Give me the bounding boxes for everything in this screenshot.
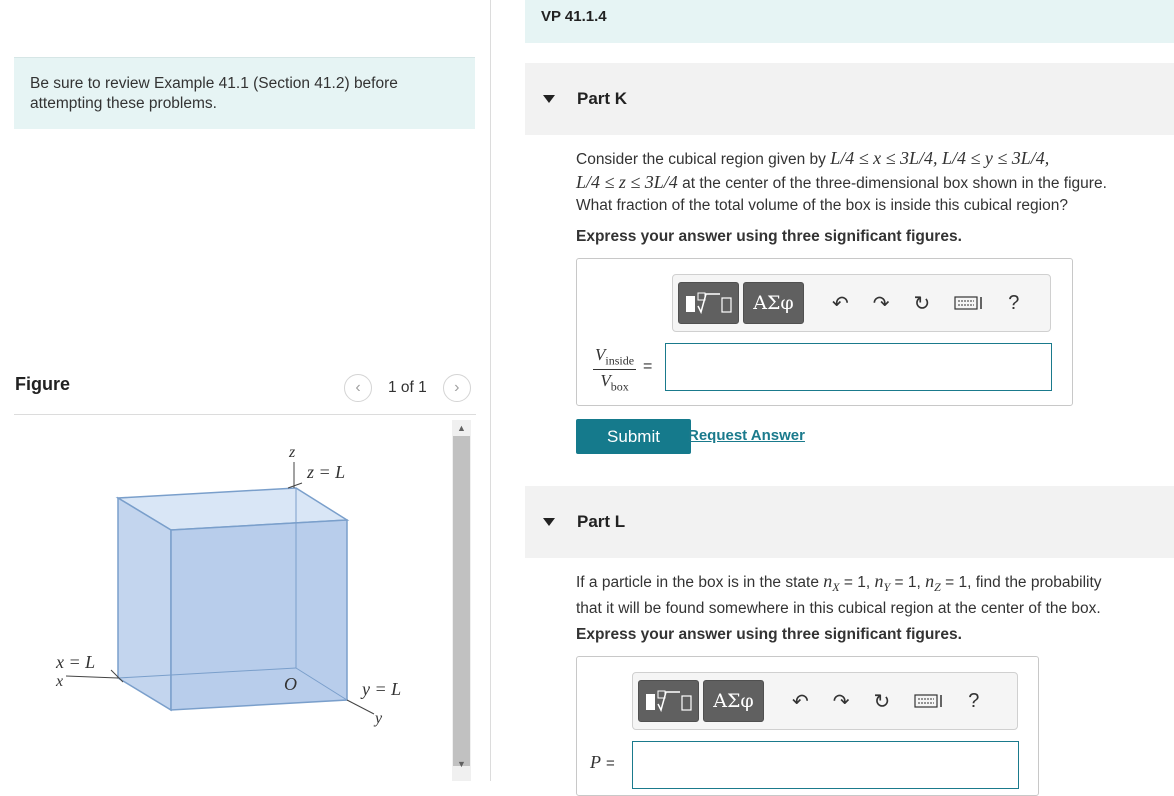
- part-l-title: Part L: [577, 512, 626, 531]
- part-k-answer-input[interactable]: [665, 343, 1052, 391]
- submit-button[interactable]: Submit: [576, 419, 691, 454]
- v-fraction-label: [593, 345, 636, 395]
- z-eq-label: z = L: [307, 462, 346, 482]
- chevron-left-icon: ‹: [355, 379, 361, 396]
- next-figure-button[interactable]: [443, 374, 471, 402]
- keyboard-icon[interactable]: [954, 295, 984, 311]
- help-button[interactable]: ?: [1008, 291, 1020, 314]
- scroll-thumb[interactable]: [453, 436, 470, 766]
- z-tick: [288, 483, 302, 488]
- part-k-instruction: Express your answer using three significant figures.: [576, 228, 962, 245]
- templates-icon: [684, 290, 734, 316]
- request-answer-link[interactable]: Request Answer: [688, 427, 805, 444]
- math-toolbar: [632, 672, 1018, 730]
- redo-icon[interactable]: ↷: [832, 690, 850, 713]
- v-symbol: V: [595, 345, 606, 364]
- nx-symbol: n: [823, 571, 833, 591]
- figure-scrollbar[interactable]: [452, 420, 471, 781]
- cube-front-face: [171, 520, 347, 710]
- reset-icon[interactable]: ↻: [873, 690, 891, 713]
- part-l-answer-input[interactable]: [632, 741, 1019, 789]
- part-k-question: [576, 147, 1174, 217]
- part-k-header[interactable]: [525, 63, 1174, 135]
- symbols-button[interactable]: ΑΣφ: [743, 282, 804, 324]
- origin-label: O: [284, 674, 297, 694]
- part-l-answer-box: [576, 656, 1039, 796]
- prev-figure-button[interactable]: [344, 374, 372, 402]
- ny-symbol: n: [874, 571, 884, 591]
- undo-icon[interactable]: ↶: [832, 292, 849, 315]
- ny-subscript: Y: [883, 580, 891, 595]
- chevron-right-icon: ›: [454, 379, 460, 396]
- figure-pager: [344, 374, 471, 402]
- templates-button[interactable]: [638, 680, 699, 722]
- fraction-denominator: [600, 370, 628, 394]
- templates-icon: [644, 688, 694, 714]
- question-text: = 1, find the probability: [940, 574, 1102, 591]
- keyboard-icon[interactable]: [914, 693, 944, 709]
- review-note: [14, 57, 475, 129]
- nz-subscript: Z: [934, 580, 941, 595]
- part-k-answer-box: [576, 258, 1073, 406]
- pager-text: 1 of 1: [388, 379, 427, 396]
- question-text: If a particle in the box is in the state: [576, 574, 824, 591]
- v-symbol: V: [600, 371, 611, 391]
- templates-button[interactable]: [678, 282, 739, 324]
- problem-header: VP 41.1.4: [525, 0, 1174, 43]
- reset-icon[interactable]: ↻: [913, 292, 931, 315]
- part-k-title: Part K: [577, 89, 628, 108]
- part-l-instruction: Express your answer using three significant figures.: [576, 626, 962, 643]
- part-l-header[interactable]: [525, 486, 1174, 558]
- math-toolbar: [672, 274, 1051, 332]
- p-label: [590, 752, 615, 773]
- equals-sign: =: [643, 358, 653, 375]
- question-text: at the center of the three-dimensional box shown in the figure.: [677, 175, 1107, 192]
- x-eq-label: x = L: [56, 652, 96, 672]
- scroll-down-arrow-icon[interactable]: ▼: [457, 759, 466, 769]
- part-l-question: [576, 570, 1174, 620]
- help-button[interactable]: ?: [968, 689, 980, 712]
- nz-symbol: n: [925, 571, 935, 591]
- question-text: What fraction of the total volume of the box is inside this cubical region?: [576, 197, 1068, 214]
- math-expression: L/4 ≤ z ≤ 3L/4: [576, 172, 678, 192]
- panel-divider: [490, 0, 491, 781]
- cube-left-face: [118, 498, 171, 710]
- symbols-button[interactable]: ΑΣφ: [703, 680, 764, 722]
- question-text: that it will be found somewhere in this cubical region at the center of the box.: [576, 600, 1101, 618]
- y-eq-label: y = L: [362, 679, 402, 699]
- v-inside-subscript: inside: [605, 353, 635, 368]
- redo-icon[interactable]: ↷: [872, 292, 890, 315]
- cube-figure: [14, 420, 450, 781]
- caret-down-icon: [543, 95, 555, 103]
- figure-title: Figure: [15, 374, 71, 394]
- fraction-numerator: [593, 345, 636, 370]
- z-axis-label: z: [289, 444, 296, 461]
- question-text: = 1,: [890, 574, 926, 591]
- p-symbol: P: [590, 752, 601, 772]
- y-axis-label: y: [375, 710, 383, 727]
- x-axis-label: x: [56, 673, 64, 690]
- undo-icon[interactable]: ↶: [792, 690, 809, 713]
- question-text: Consider the cubical region given by: [576, 151, 831, 168]
- question-text: = 1,: [839, 574, 875, 591]
- figure-divider: [14, 414, 476, 415]
- review-note-text: Be sure to review Example 41.1 (Section 41.2) before attempting these problems.: [30, 75, 398, 112]
- nx-subscript: X: [832, 580, 840, 595]
- equals-sign: =: [606, 755, 615, 772]
- math-expression: L/4 ≤ x ≤ 3L/4, L/4 ≤ y ≤ 3L/4,: [830, 148, 1050, 168]
- y-axis: [347, 700, 374, 714]
- caret-down-icon: [543, 518, 555, 526]
- figure-area: [14, 420, 450, 781]
- x-axis: [66, 676, 118, 678]
- scroll-up-arrow-icon[interactable]: ▲: [457, 423, 466, 433]
- v-box-subscript: box: [610, 379, 629, 394]
